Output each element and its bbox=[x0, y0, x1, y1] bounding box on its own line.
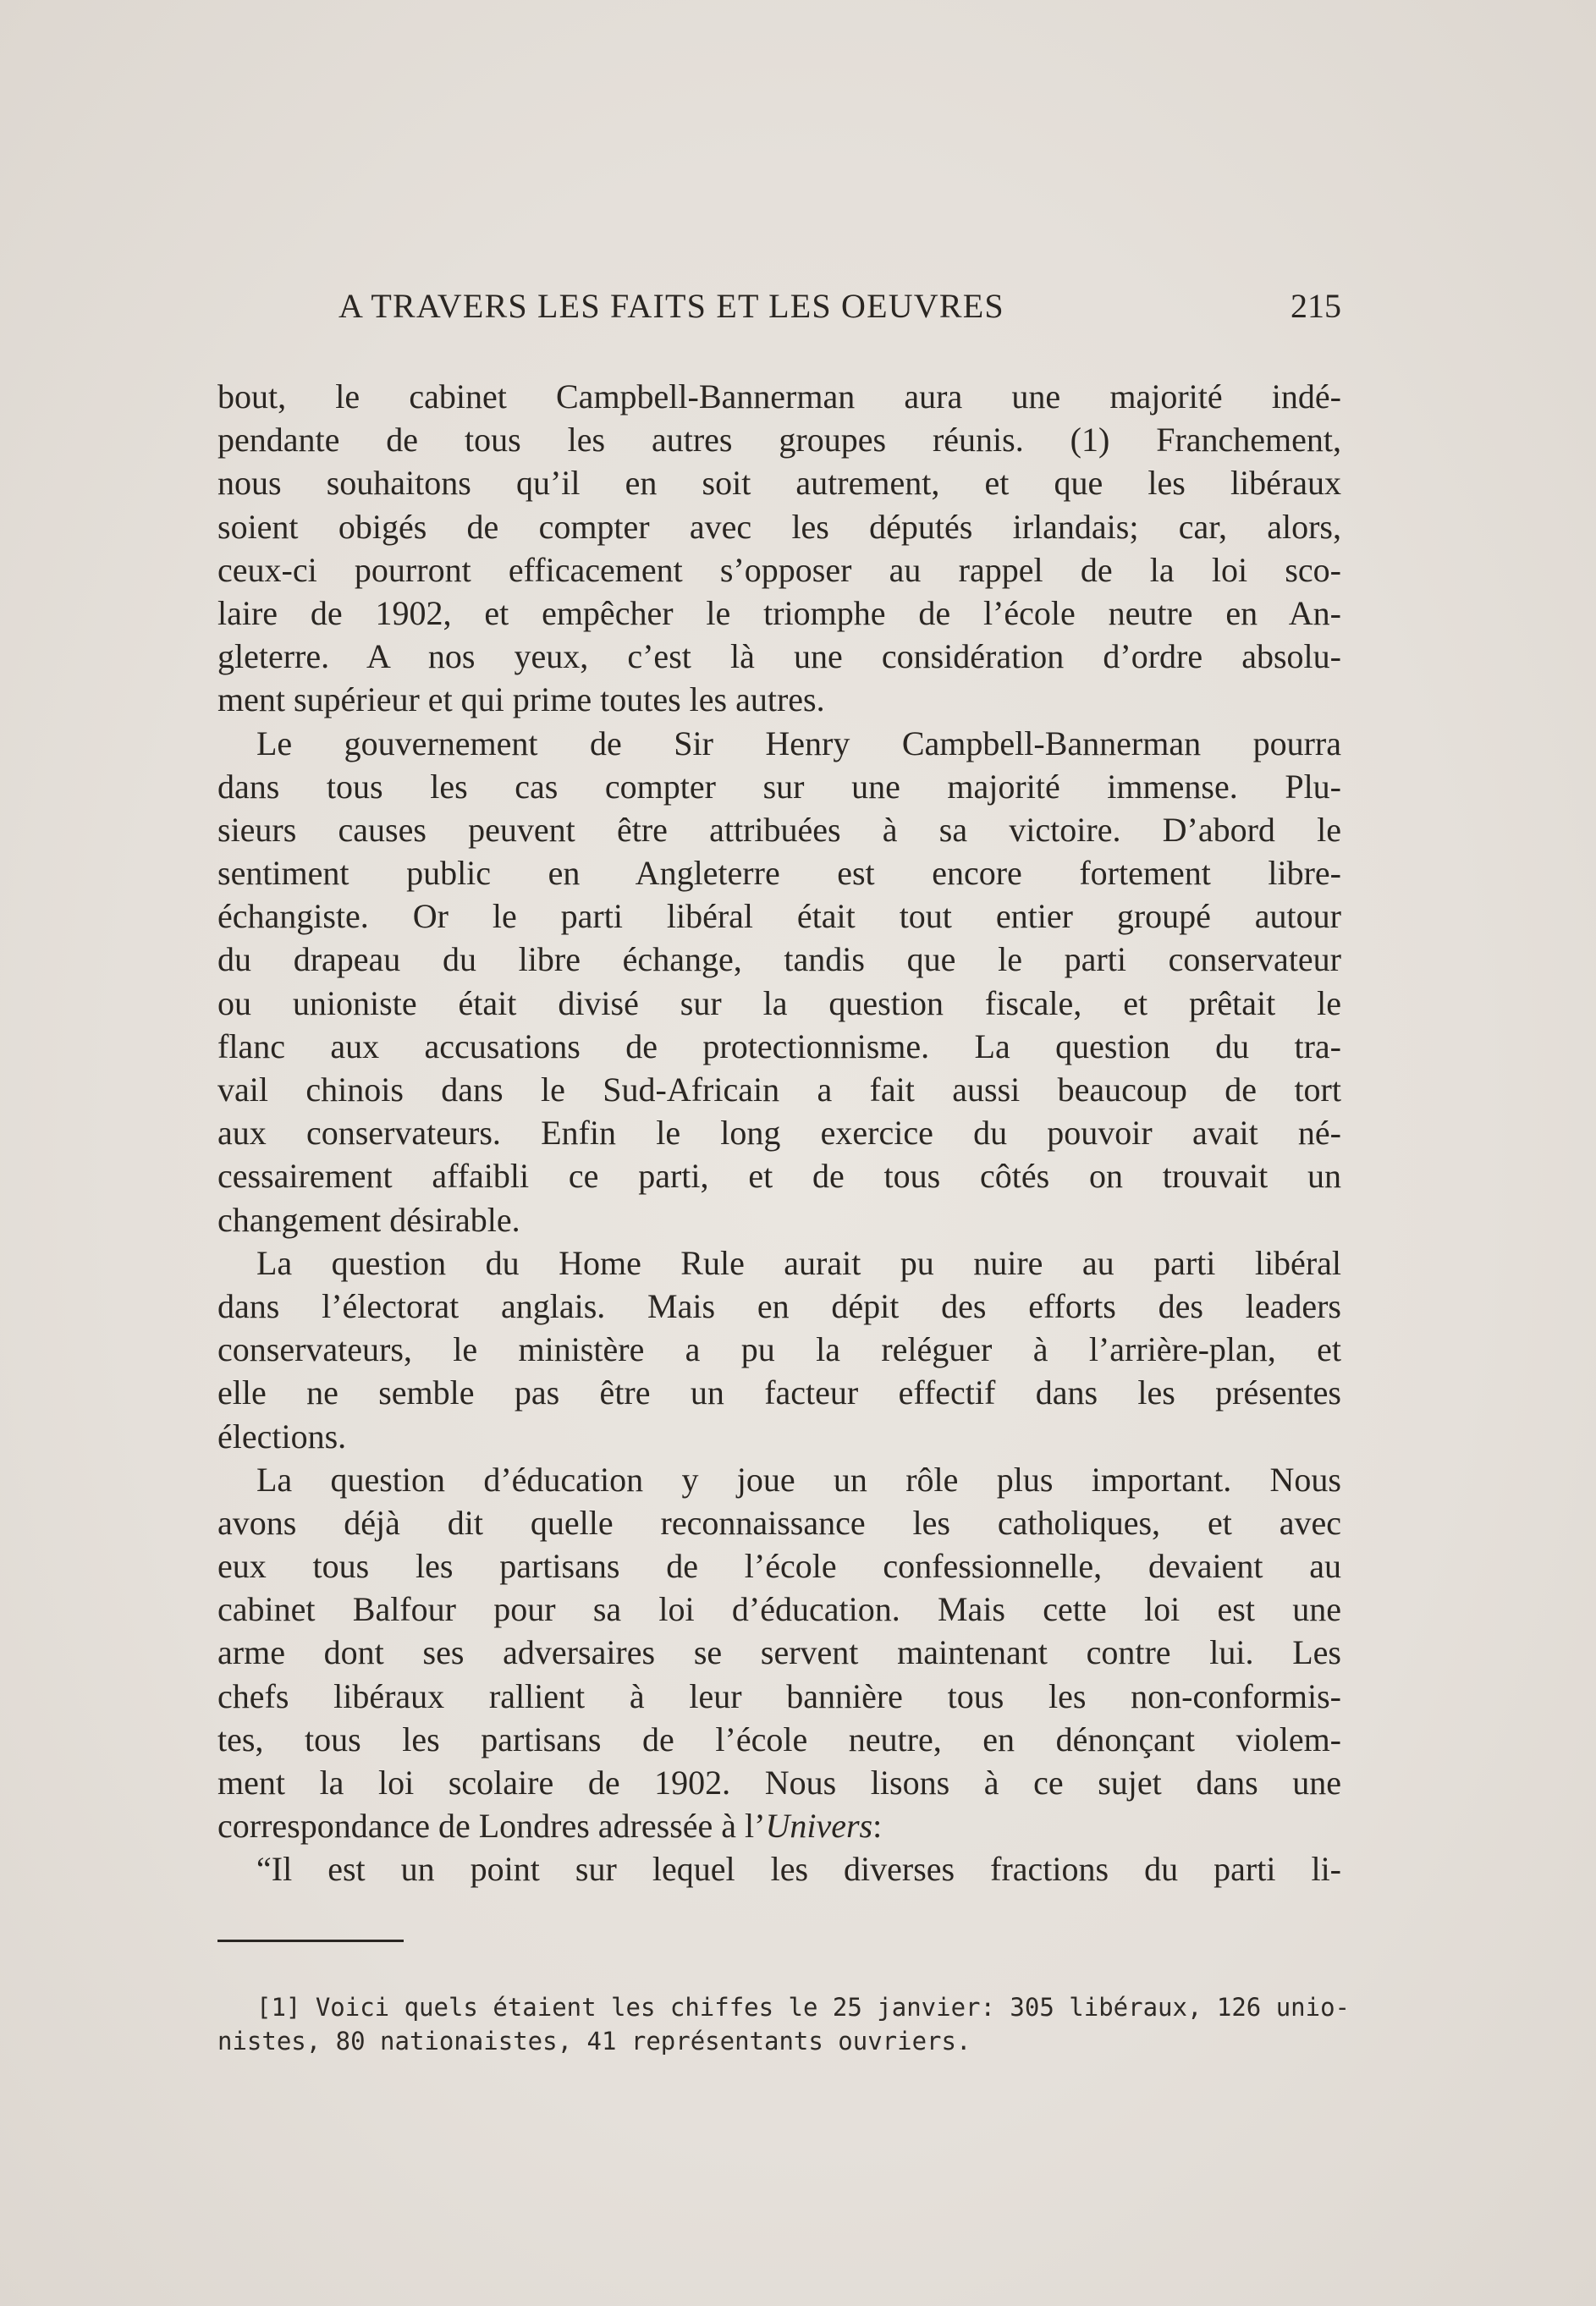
footnote-rule bbox=[217, 1940, 404, 1942]
text-line: aux conservateurs. Enfin le long exercice du pouvoir avait né- bbox=[217, 1114, 1341, 1153]
text-line: dans l’électorat anglais. Mais en dépit des efforts des leaders bbox=[217, 1286, 1341, 1325]
body-text bbox=[217, 375, 1341, 1891]
text-line: avons déjà dit quelle reconnaissance les catholiques, et avec bbox=[217, 1503, 1341, 1542]
text-line: La question d’éducation y joue un rôle plus important. Nous bbox=[256, 1460, 1341, 1499]
text-span: correspondance de Londres adressée à l’ bbox=[217, 1807, 766, 1846]
text-line: sentiment public en Angleterre est encore fortement libre- bbox=[217, 854, 1341, 893]
text-line: flanc aux accusations de protectionnisme. La question du tra- bbox=[217, 1026, 1341, 1065]
text-line: cabinet Balfour pour sa loi d’éducation. Mais cette loi est une bbox=[217, 1590, 1341, 1629]
text-line: sieurs causes peuvent être attribuées à sa victoire. D’abord le bbox=[217, 810, 1341, 849]
text-line: “Il est un point sur lequel les diverses fractions du parti li- bbox=[256, 1850, 1341, 1889]
text-line: bout, le cabinet Campbell-Bannerman aura une majorité indé- bbox=[217, 377, 1341, 416]
footnote bbox=[217, 1990, 1351, 2058]
text-line: échangiste. Or le parti libéral était tout entier groupé autour bbox=[217, 897, 1341, 936]
text-line: ment la loi scolaire de 1902. Nous lisons à ce sujet dans une bbox=[217, 1764, 1341, 1802]
text-line-with-italic bbox=[217, 1804, 1341, 1847]
page-number: 215 bbox=[1291, 287, 1341, 325]
footnote-line: [1] Voici quels étaient les chiffes le 25 janvier: 305 libéraux, 126 unio- bbox=[256, 1993, 1351, 2022]
text-line: La question du Home Rule aurait pu nuire au parti libéral bbox=[256, 1243, 1341, 1282]
text-line: conservateurs, le ministère a pu la reléguer à l’arrière-plan, et bbox=[217, 1330, 1341, 1369]
running-title: A TRAVERS LES FAITS ET LES OEUVRES bbox=[338, 287, 1004, 325]
text-line: ment supérieur et qui prime toutes les autres. bbox=[217, 680, 825, 719]
text-line: ou unioniste était divisé sur la question fiscale, et prêtait le bbox=[217, 983, 1341, 1022]
text-line: gleterre. A nos yeux, c’est là une considération d’ordre absolu- bbox=[217, 637, 1341, 676]
text-line: chefs libéraux rallient à leur bannière tous les non-conformis- bbox=[217, 1676, 1341, 1715]
text-span: : bbox=[872, 1807, 883, 1846]
text-line: Le gouvernement de Sir Henry Campbell-Bannerman pourra bbox=[256, 724, 1341, 762]
text-line: vail chinois dans le Sud-Africain a fait aussi beaucoup de tort bbox=[217, 1070, 1341, 1109]
text-line: ceux-ci pourront efficacement s’opposer au rappel de la loi sco- bbox=[217, 550, 1341, 589]
text-line: dans tous les cas compter sur une majorité immense. Plu- bbox=[217, 767, 1341, 806]
italic-title-univers: Univers bbox=[765, 1807, 873, 1846]
text-line: elle ne semble pas être un facteur effectif dans les présentes bbox=[217, 1373, 1341, 1412]
text-line: laire de 1902, et empêcher le triomphe de l’école neutre en An- bbox=[217, 593, 1341, 632]
text-line: arme dont ses adversaires se servent maintenant contre lui. Les bbox=[217, 1633, 1341, 1672]
text-line: changement désirable. bbox=[217, 1200, 520, 1239]
text-line: élections. bbox=[217, 1417, 347, 1456]
text-line: pendante de tous les autres groupes réunis. (1) Franchement, bbox=[217, 421, 1341, 460]
footnote-line: nistes, 80 nationaistes, 41 représentants ouvriers. bbox=[217, 2027, 971, 2056]
text-line: du drapeau du libre échange, tandis que le parti conservateur bbox=[217, 940, 1341, 979]
text-line: eux tous les partisans de l’école confessionnelle, devaient au bbox=[217, 1547, 1341, 1586]
running-header bbox=[338, 286, 1341, 337]
text-line: nous souhaitons qu’il en soit autrement, et que les libéraux bbox=[217, 464, 1341, 503]
text-line: soient obigés de compter avec les députés irlandais; car, alors, bbox=[217, 507, 1341, 546]
text-line: tes, tous les partisans de l’école neutre, en dénonçant violem- bbox=[217, 1720, 1341, 1758]
text-line: cessairement affaibli ce parti, et de tous côtés on trouvait un bbox=[217, 1157, 1341, 1196]
